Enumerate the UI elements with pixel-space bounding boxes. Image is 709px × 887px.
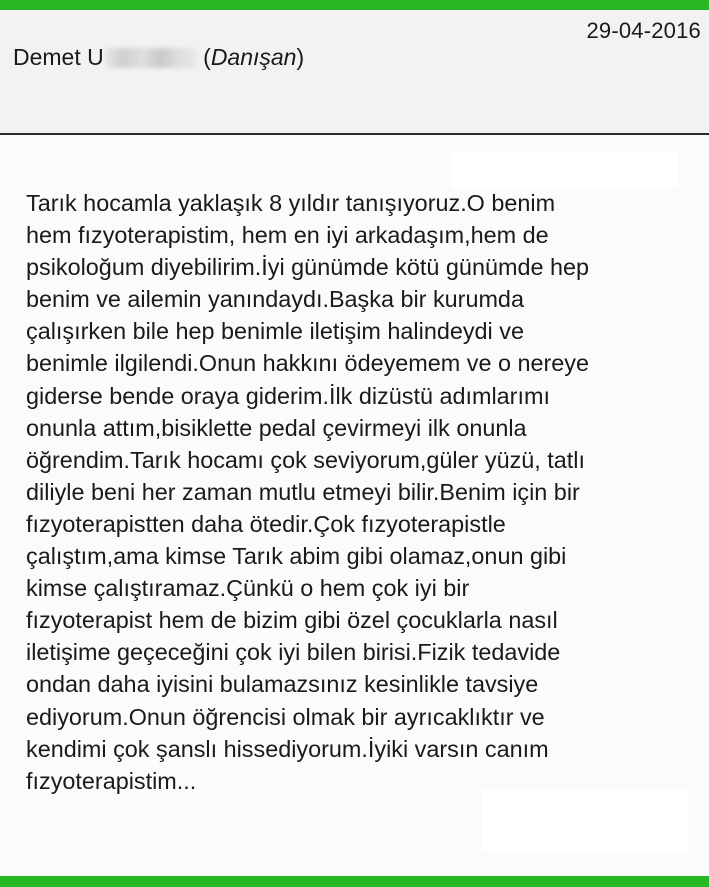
- redacted-patch-top: [452, 152, 678, 188]
- review-line: diliyle beni her zaman mutlu etmeyi bilir.Benim için bir: [26, 478, 580, 505]
- review-line: kimse çalıştıramaz.Çünkü o hem çok iyi bir: [26, 575, 470, 602]
- review-line: çalıştım,ama kimse Tarık abim gibi olamaz,onun gibi: [26, 543, 567, 570]
- review-line: çalışırken bile hep benimle iletişim halindeydi ve: [26, 318, 524, 345]
- review-line: kendimi çok şanslı hissediyorum.İyiki varsın canım: [26, 735, 549, 762]
- author-surname-redacted: [105, 48, 197, 68]
- review-line: ediyorum.Onun öğrencisi olmak bir ayrıcaklıktır ve: [26, 703, 545, 730]
- review-line: benim ve ailemin yanındaydı.Başka bir kurumda: [26, 286, 524, 313]
- review-line: hem fızyoterapistim, hem en iyi arkadaşım,hem de: [26, 222, 549, 249]
- review-author: Demet U (Danışan): [13, 44, 305, 70]
- review-text: [26, 187, 686, 797]
- review-line: fızyoterapistim...: [26, 767, 197, 794]
- review-line: fızyoterapist hem de bizim gibi özel çocuklarla nasıl: [26, 607, 558, 634]
- review-line: iletişime geçeceğini çok iyi bilen birisi.Fizik tedavide: [26, 639, 561, 666]
- review-date: 29-04-2016: [586, 18, 701, 43]
- review-line: giderse bende oraya giderim.İlk dizüstü adımlarımı: [26, 382, 550, 409]
- review-line: fızyoterapistten daha ötedir.Çok fızyoterapistle: [26, 510, 506, 537]
- review-line: öğrendim.Tarık hocamı çok seviyorum,güler yüzü, tatlı: [26, 446, 585, 473]
- review-line: Tarık hocamla yaklaşık 8 yıldır tanışıyoruz.O benim: [26, 190, 556, 216]
- review-line: onunla attım,bisiklette pedal çevirmeyi ilk onunla: [26, 414, 527, 441]
- bottom-accent-bar: [0, 876, 709, 887]
- review-line: psikoloğum diyebilirim.İyi günümde kötü günümde hep: [26, 254, 589, 281]
- author-name: Demet U: [13, 44, 104, 70]
- redacted-patch-bottom: [482, 790, 688, 852]
- review-line: benimle ilgilendi.Onun hakkını ödeyemem ve o nereye: [26, 350, 589, 377]
- review-header: [0, 10, 709, 135]
- review-line: ondan daha iyisini bulamazsınız kesinlikle tavsiye: [26, 671, 539, 698]
- author-role: Danışan: [210, 44, 297, 70]
- top-accent-bar: [0, 0, 709, 10]
